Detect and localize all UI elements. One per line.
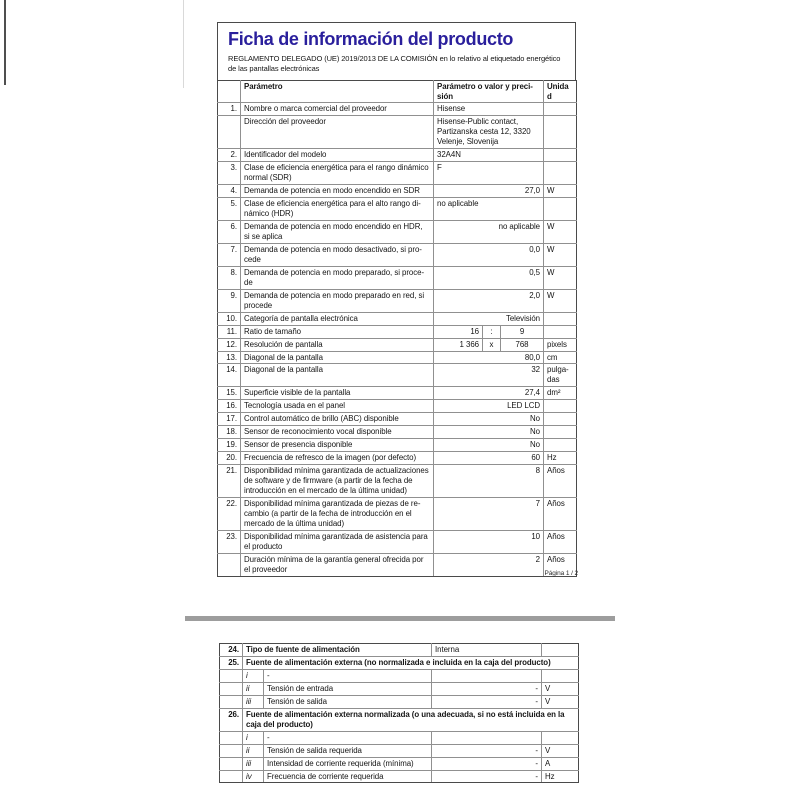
parameter-cell: Tensión de salida <box>264 695 432 708</box>
row-number-cell: 6. <box>218 221 241 244</box>
value-cell: No <box>434 413 544 426</box>
row-number-cell: 2. <box>218 149 241 162</box>
parameter-cell: Sensor de presencia disponible <box>241 439 434 452</box>
row-number-cell <box>220 695 243 708</box>
parameter-cell: Identificador del modelo <box>241 149 434 162</box>
unit-cell: dm² <box>544 387 577 400</box>
row-number-cell: 17. <box>218 413 241 426</box>
table-row <box>220 731 579 744</box>
parameter-cell: Clase de eficiencia energética para el alto rango dinámico (HDR) <box>241 198 434 221</box>
table-row <box>218 439 577 452</box>
page-title: Ficha de información del producto <box>228 29 514 49</box>
row-number-cell: 25. <box>220 656 243 669</box>
page-subtitle: REGLAMENTO DELEGADO (UE) 2019/2013 DE LA COMISIÓN en lo relativo al etiquetado energético de las pantallas electrónicas <box>228 53 561 73</box>
value-cell <box>432 731 542 744</box>
unit-cell: pixels <box>544 338 577 351</box>
unit-cell <box>544 149 577 162</box>
page1-sheet <box>217 22 576 577</box>
table-row <box>218 325 577 338</box>
unit-cell <box>544 439 577 452</box>
value-separator-cell: : <box>483 325 501 338</box>
table-row <box>218 338 577 351</box>
value-cell: Interna <box>432 644 542 657</box>
value-cell: Televisión <box>434 312 544 325</box>
table-row <box>218 400 577 413</box>
value-cell: Hisense-Public contact, Partizanska cesta 12, 3320 Velenje, Slovenija <box>434 116 544 149</box>
unit-cell: W <box>544 266 577 289</box>
table-row <box>218 185 577 198</box>
table-row <box>220 644 579 657</box>
row-number-cell: 9. <box>218 289 241 312</box>
row-number-cell: 21. <box>218 465 241 498</box>
row-number-cell <box>220 744 243 757</box>
unit-cell: W <box>544 289 577 312</box>
row-number-cell: 18. <box>218 426 241 439</box>
table-row <box>218 351 577 364</box>
unit-cell: Años <box>544 497 577 530</box>
parameter-cell: - <box>264 669 432 682</box>
unit-cell <box>544 198 577 221</box>
row-number-cell: 20. <box>218 452 241 465</box>
unit-cell: V <box>542 744 579 757</box>
value-cell: Hisense <box>434 103 544 116</box>
unit-cell <box>544 103 577 116</box>
value-cell: F <box>434 162 544 185</box>
value-cell: - <box>432 744 542 757</box>
unit-cell: Años <box>544 530 577 553</box>
parameter-cell: Demanda de potencia en modo encendido en HDR, si se aplica <box>241 221 434 244</box>
row-number-cell: 5. <box>218 198 241 221</box>
parameter-cell: Demanda de potencia en modo encendido en SDR <box>241 185 434 198</box>
roman-numeral-cell: iii <box>243 695 264 708</box>
row-number-cell <box>220 669 243 682</box>
row-number-cell: 16. <box>218 400 241 413</box>
unit-cell <box>542 669 579 682</box>
unit-cell: Años <box>544 553 577 576</box>
table-row <box>220 682 579 695</box>
table-row <box>218 162 577 185</box>
row-number-cell <box>220 770 243 783</box>
parameter-cell: Ratio de tamaño <box>241 325 434 338</box>
table-row <box>218 116 577 149</box>
roman-numeral-cell: iii <box>243 757 264 770</box>
parameter-cell: Tensión de salida requerida <box>264 744 432 757</box>
value-first-cell: 1 366 <box>434 338 483 351</box>
table-row <box>218 413 577 426</box>
row-number-cell: 11. <box>218 325 241 338</box>
value-cell: No <box>434 426 544 439</box>
row-number-cell: 24. <box>220 644 243 657</box>
left-edge-dark-artifact <box>4 0 6 85</box>
roman-numeral-cell: ii <box>243 682 264 695</box>
unit-cell: cm <box>544 351 577 364</box>
value-second-cell: 9 <box>501 325 544 338</box>
value-cell: - <box>432 757 542 770</box>
value-cell: 27,0 <box>434 185 544 198</box>
value-cell: 32 <box>434 364 544 387</box>
header-unit-cell: Unidad <box>544 80 577 103</box>
parameter-cell: Disponibilidad mínima garantizada de asistencia para el producto <box>241 530 434 553</box>
parameter-cell: Frecuencia de corriente requerida <box>264 770 432 783</box>
value-cell: 0,0 <box>434 243 544 266</box>
table-row <box>220 656 579 669</box>
unit-cell <box>544 426 577 439</box>
table-row <box>218 103 577 116</box>
header-parameter-cell: Parámetro <box>241 80 434 103</box>
table-row <box>218 289 577 312</box>
page1-header-block <box>217 22 576 80</box>
value-cell: No <box>434 439 544 452</box>
roman-numeral-cell: iv <box>243 770 264 783</box>
row-number-cell <box>220 682 243 695</box>
roman-numeral-cell: i <box>243 731 264 744</box>
row-number-cell: 3. <box>218 162 241 185</box>
table-row <box>218 426 577 439</box>
header-number-cell <box>218 80 241 103</box>
row-number-cell: 26. <box>220 708 243 731</box>
unit-cell <box>544 400 577 413</box>
unit-cell <box>544 413 577 426</box>
value-first-cell: 16 <box>434 325 483 338</box>
value-cell: no aplicable <box>434 221 544 244</box>
header-value-cell: Parámetro o valor y precisión <box>434 80 544 103</box>
parameter-cell: Sensor de reconocimiento vocal disponible <box>241 426 434 439</box>
table-row <box>218 149 577 162</box>
value-cell: 27,4 <box>434 387 544 400</box>
unit-cell: W <box>544 243 577 266</box>
unit-cell: W <box>544 185 577 198</box>
parameter-cell: Diagonal de la pantalla <box>241 351 434 364</box>
value-cell: 7 <box>434 497 544 530</box>
row-number-cell: 15. <box>218 387 241 400</box>
table-row <box>220 770 579 783</box>
value-cell: - <box>432 770 542 783</box>
product-info-table-page1 <box>217 80 577 577</box>
table-row <box>218 452 577 465</box>
roman-numeral-cell: i <box>243 669 264 682</box>
parameter-cell: Categoría de pantalla electrónica <box>241 312 434 325</box>
row-number-cell <box>218 553 241 576</box>
row-number-cell: 4. <box>218 185 241 198</box>
unit-cell: Hz <box>544 452 577 465</box>
value-cell: - <box>432 682 542 695</box>
row-number-cell: 23. <box>218 530 241 553</box>
parameter-cell: Control automático de brillo (ABC) disponible <box>241 413 434 426</box>
table-row <box>218 266 577 289</box>
value-cell <box>432 669 542 682</box>
unit-cell <box>544 312 577 325</box>
parameter-cell: Demanda de potencia en modo desactivado, si procede <box>241 243 434 266</box>
value-cell: - <box>432 695 542 708</box>
value-cell: 80,0 <box>434 351 544 364</box>
unit-cell <box>544 116 577 149</box>
table-row <box>218 198 577 221</box>
unit-cell <box>544 162 577 185</box>
unit-cell: V <box>542 682 579 695</box>
parameter-cell: Disponibilidad mínima garantizada de actualizaciones de software y de firmware (a partir de la fecha de introducción en el mercado de la última unidad) <box>241 465 434 498</box>
parameter-cell: - <box>264 731 432 744</box>
parameter-cell: Tecnología usada en el panel <box>241 400 434 413</box>
row-number-cell <box>220 757 243 770</box>
table-row <box>218 221 577 244</box>
value-separator-cell: x <box>483 338 501 351</box>
page-number-label: Página 1 / 2 <box>544 570 578 577</box>
parameter-cell: Dirección del proveedor <box>241 116 434 149</box>
table-header-row <box>218 80 577 103</box>
parameter-cell: Tipo de fuente de alimentación <box>243 644 432 657</box>
row-number-cell: 10. <box>218 312 241 325</box>
value-cell: 0,5 <box>434 266 544 289</box>
value-cell: 32A4N <box>434 149 544 162</box>
unit-cell: V <box>542 695 579 708</box>
row-number-cell: 12. <box>218 338 241 351</box>
value-cell: 60 <box>434 452 544 465</box>
table-row <box>220 708 579 731</box>
unit-cell: A <box>542 757 579 770</box>
unit-cell: W <box>544 221 577 244</box>
unit-cell <box>542 731 579 744</box>
row-number-cell <box>218 116 241 149</box>
parameter-cell: Tensión de entrada <box>264 682 432 695</box>
parameter-cell: Clase de eficiencia energética para el rango dinámico normal (SDR) <box>241 162 434 185</box>
value-cell: 8 <box>434 465 544 498</box>
parameter-cell: Disponibilidad mínima garantizada de piezas de recambio (a partir de la fecha de introducción en el mercado de la última unidad) <box>241 497 434 530</box>
parameter-cell: Duración mínima de la garantía general ofrecida por el proveedor <box>241 553 434 576</box>
table-row <box>218 364 577 387</box>
unit-cell: Años <box>544 465 577 498</box>
section-header-cell: Fuente de alimentación externa (no normalizada e incluida en la caja del producto) <box>243 656 579 669</box>
value-cell: LED LCD <box>434 400 544 413</box>
value-cell: no aplicable <box>434 198 544 221</box>
page-divider-bar <box>185 616 615 621</box>
parameter-cell: Demanda de potencia en modo preparado, si procede <box>241 266 434 289</box>
table-row <box>218 465 577 498</box>
table-row <box>220 744 579 757</box>
row-number-cell: 19. <box>218 439 241 452</box>
row-number-cell: 1. <box>218 103 241 116</box>
row-number-cell: 8. <box>218 266 241 289</box>
row-number-cell: 14. <box>218 364 241 387</box>
table-row <box>218 312 577 325</box>
parameter-cell: Diagonal de la pantalla <box>241 364 434 387</box>
row-number-cell: 7. <box>218 243 241 266</box>
unit-cell: pulgadas <box>544 364 577 387</box>
table-row <box>220 695 579 708</box>
table-row <box>218 530 577 553</box>
parameter-cell: Intensidad de corriente requerida (mínima) <box>264 757 432 770</box>
value-second-cell: 768 <box>501 338 544 351</box>
table-row <box>218 387 577 400</box>
row-number-cell <box>220 731 243 744</box>
table-row <box>218 497 577 530</box>
section-header-cell: Fuente de alimentación externa normalizada (o una adecuada, si no está incluida en la caja del producto) <box>243 708 579 731</box>
value-cell: 2,0 <box>434 289 544 312</box>
unit-cell <box>544 325 577 338</box>
parameter-cell: Nombre o marca comercial del proveedor <box>241 103 434 116</box>
unit-cell <box>542 644 579 657</box>
left-edge-faint-artifact <box>183 0 184 88</box>
value-cell: 10 <box>434 530 544 553</box>
roman-numeral-cell: ii <box>243 744 264 757</box>
page2-sheet <box>219 643 578 783</box>
row-number-cell: 13. <box>218 351 241 364</box>
parameter-cell: Resolución de pantalla <box>241 338 434 351</box>
parameter-cell: Frecuencia de refresco de la imagen (por defecto) <box>241 452 434 465</box>
row-number-cell: 22. <box>218 497 241 530</box>
parameter-cell: Superficie visible de la pantalla <box>241 387 434 400</box>
table-row <box>218 243 577 266</box>
product-info-table-page2 <box>219 643 579 783</box>
unit-cell: Hz <box>542 770 579 783</box>
parameter-cell: Demanda de potencia en modo preparado en red, si procede <box>241 289 434 312</box>
value-cell: 2 <box>434 553 544 576</box>
table-row <box>220 757 579 770</box>
table-row <box>220 669 579 682</box>
